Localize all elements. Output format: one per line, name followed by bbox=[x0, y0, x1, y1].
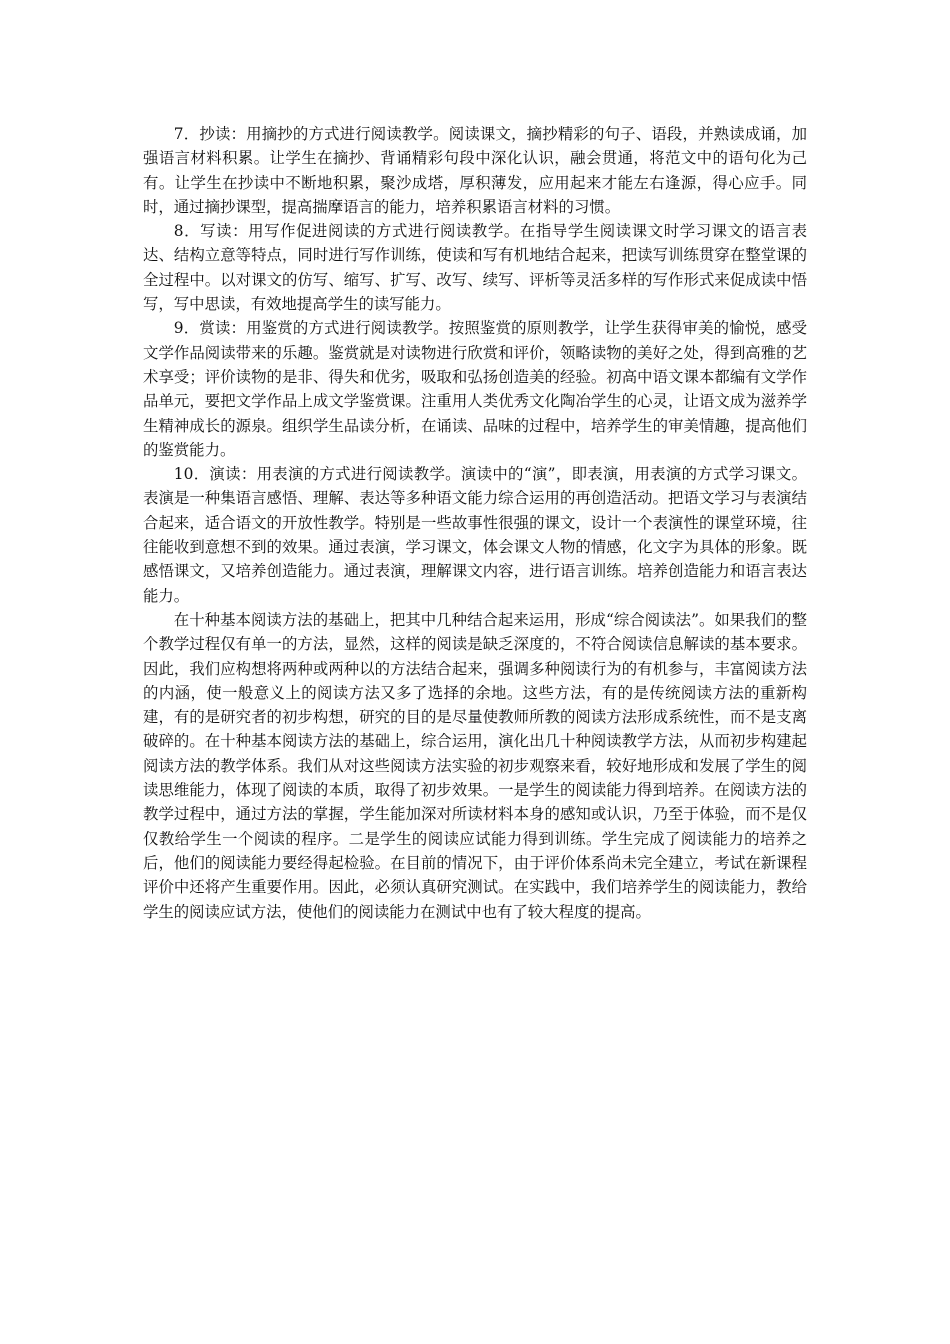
paragraph-copy-reading: 7．抄读：用摘抄的方式进行阅读教学。阅读课文，摘抄精彩的句子、语段，并熟读成诵，加强语言材料积累。让学生在摘抄、背诵精彩句段中深化认识，融会贯通，将范文中的语句化为己有。让学生在抄读中不断地积累，聚沙成塔，厚积薄发，应用起来才能左右逢源，得心应手。同时，通过摘抄课型，提高揣摩语言的能力，培养积累语言材料的习惯。 bbox=[143, 125, 807, 216]
paragraph-appreciation-reading: 9．赏读：用鉴赏的方式进行阅读教学。按照鉴赏的原则教学，让学生获得审美的愉悦，感受文学作品阅读带来的乐趣。鉴赏就是对读物进行欣赏和评价，领略读物的美好之处，得到高雅的艺术享受；评价读物的是非、得失和优劣，吸取和弘扬创造美的经验。初高中语文课本都编有文学作品单元，要把文学作品上成文学鉴赏课。注重用人类优秀文化陶冶学生的心灵，让语文成为滋养学生精神成长的源泉。组织学生品读分析，在诵读、品味的过程中，培养学生的审美情趣，提高他们的鉴赏能力。 bbox=[143, 319, 807, 459]
paragraph-write-reading: 8．写读：用写作促进阅读的方式进行阅读教学。在指导学生阅读课文时学习课文的语言表达、结构立意等特点，同时进行写作训练，使读和写有机地结合起来，把读写训练贯穿在整堂课的全过程中。以对课文的仿写、缩写、扩写、改写、续写、评析等灵活多样的写作形式来促成读中悟写，写中思读，有效地提高学生的读写能力。 bbox=[143, 222, 807, 314]
document-body bbox=[143, 122, 807, 924]
paragraph-performance-reading: 10．演读：用表演的方式进行阅读教学。演读中的“演”，即表演，用表演的方式学习课文。表演是一种集语言感悟、理解、表达等多种语文能力综合运用的再创造活动。把语文学习与表演结合起来，适合语文的开放性教学。特别是一些故事性很强的课文，设计一个表演性的课堂环境，往往能收到意想不到的效果。通过表演，学习课文，体会课文人物的情感，化文字为具体的形象。既感悟课文，又培养创造能力。通过表演，理解课文内容，进行语言训练。培养创造能力和语言表达能力。 bbox=[143, 465, 807, 605]
paragraph-integrated-reading-method: 在十种基本阅读方法的基础上，把其中几种结合起来运用，形成“综合阅读法”。如果我们的整个教学过程仅有单一的方法，显然，这样的阅读是缺乏深度的，不符合阅读信息解读的基本要求。因此，我们应构想将两种或两种以的方法结合起来，强调多种阅读行为的有机参与，丰富阅读方法的内涵，使一般意义上的阅读方法又多了选择的余地。这些方法，有的是传统阅读方法的重新构建，有的是研究者的初步构想，研究的目的是尽量使教师所教的阅读方法形成系统性，而不是支离破碎的。在十种基本阅读方法的基础上，综合运用，演化出几十种阅读教学方法，从而初步构建起阅读方法的教学体系。我们从对这些阅读方法实验的初步观察来看，较好地形成和发展了学生的阅读思维能力，体现了阅读的本质，取得了初步效果。一是学生的阅读能力得到培养。在阅读方法的教学过程中，通过方法的掌握，学生能加深对所读材料本身的感知或认识，乃至于体验，而不是仅仅教给学生一个阅读的程序。二是学生的阅读应试能力得到训练。学生完成了阅读能力的培养之后，他们的阅读能力要经得起检验。在目前的情况下，由于评价体系尚未完全建立，考试在新课程评价中还将产生重要作用。因此，必须认真研究测试。在实践中，我们培养学生的阅读能力，教给学生的阅读应试方法，使他们的阅读能力在测试中也有了较大程度的提高。 bbox=[143, 610, 807, 921]
